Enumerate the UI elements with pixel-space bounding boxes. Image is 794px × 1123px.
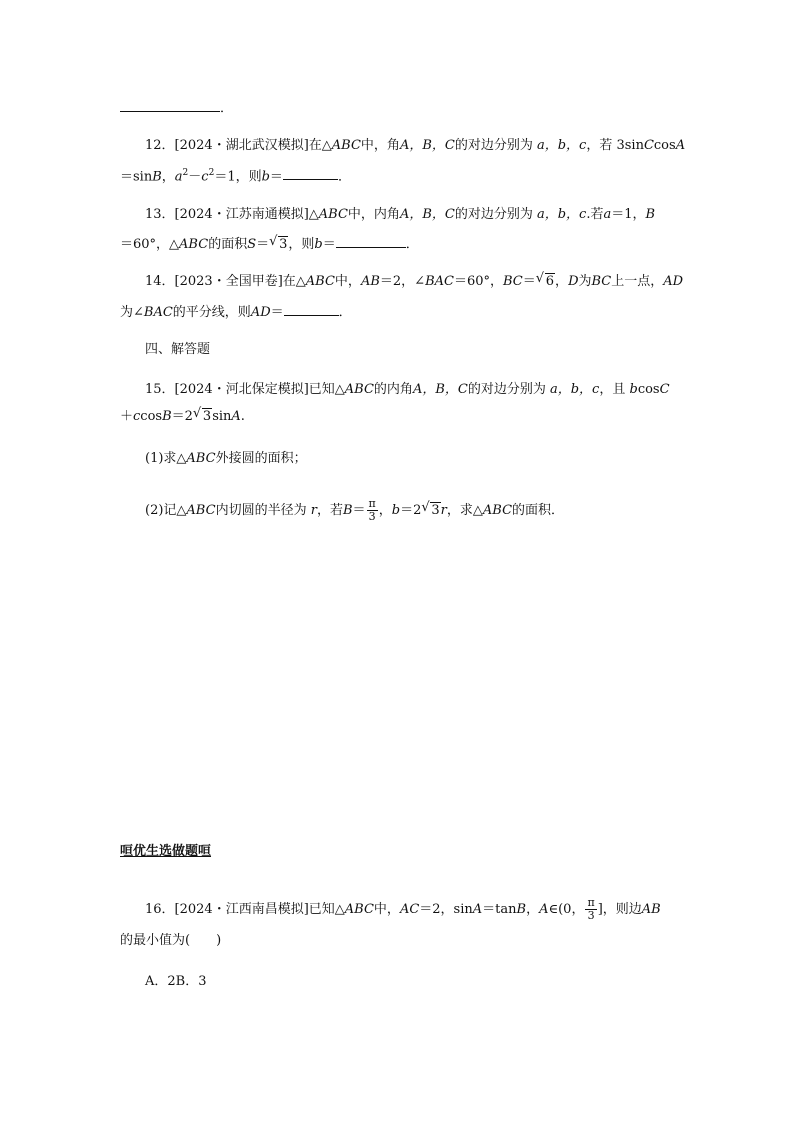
fraction: $\frac{\pi}{3}$ — [368, 497, 376, 523]
optional-section-heading: 咺优生选做题咺 — [120, 844, 212, 859]
q16-line2: 的最小值为( ) — [120, 933, 222, 948]
q16-line1: 16．[2024・江西南昌模拟]已知△ABC中，AC＝2，sinA＝tanB，A∈(0， $\frac{\pi}{3}$ ]，则边AB — [145, 896, 661, 922]
q14-line2: 为∠BAC的平分线，则AD＝ ． — [120, 301, 352, 322]
sqrt: √ 6 — [535, 271, 555, 289]
q16-options: A．2B．3 — [145, 974, 207, 989]
q15-part2: (2)记△ABC内切圆的半径为 r，若B＝ $\frac{\pi}{3}$ ，b＝2 √ 3r，求△ABC的面积． — [145, 497, 565, 523]
q12-line1: 12．[2024・湖北武汉模拟]在△ABC中，角A，B，C的对边分别为 a，b，c，若 3sinCcosA — [145, 138, 686, 153]
sqrt: √ 3 — [269, 234, 288, 252]
q15-line1: 15．[2024・河北保定模拟]已知△ABC的内角A，B，C的对边分别为 a，b，c，且 bcosC — [145, 382, 670, 397]
q13-line2: ＝60°，△ABC的面积S＝ √ 3，则b＝ ． — [120, 234, 419, 252]
q15-part1: (1)求△ABC外接圆的面积； — [145, 451, 307, 466]
sqrt: √ 3 — [192, 406, 212, 424]
answer-blank[interactable] — [283, 165, 338, 180]
fraction: $\frac{\pi}{3}$ — [587, 896, 595, 922]
q15-line2: ＋ccosB＝2 √ 3sinA. — [120, 406, 245, 424]
q14-line1: 14．[2023・全国甲卷]在△ABC中，AB＝2，∠BAC＝60°，BC＝ √ 6，D为BC上一点，AD — [145, 271, 684, 289]
answer-blank[interactable] — [284, 301, 339, 316]
q13-line1: 13．[2024・江苏南通模拟]△ABC中，内角A，B，C的对边分别为 a，b，c.若a＝1，B — [145, 207, 656, 222]
answer-blank[interactable] — [120, 97, 220, 112]
q12-line2: ＝sinB，$a^2-c^2=1$，则b＝ ． — [120, 164, 351, 186]
answer-blank[interactable] — [336, 233, 406, 248]
section-heading: 四、解答题 — [145, 342, 211, 357]
sqrt: √ 3 — [421, 500, 440, 518]
q11-tail: ． — [120, 97, 233, 118]
